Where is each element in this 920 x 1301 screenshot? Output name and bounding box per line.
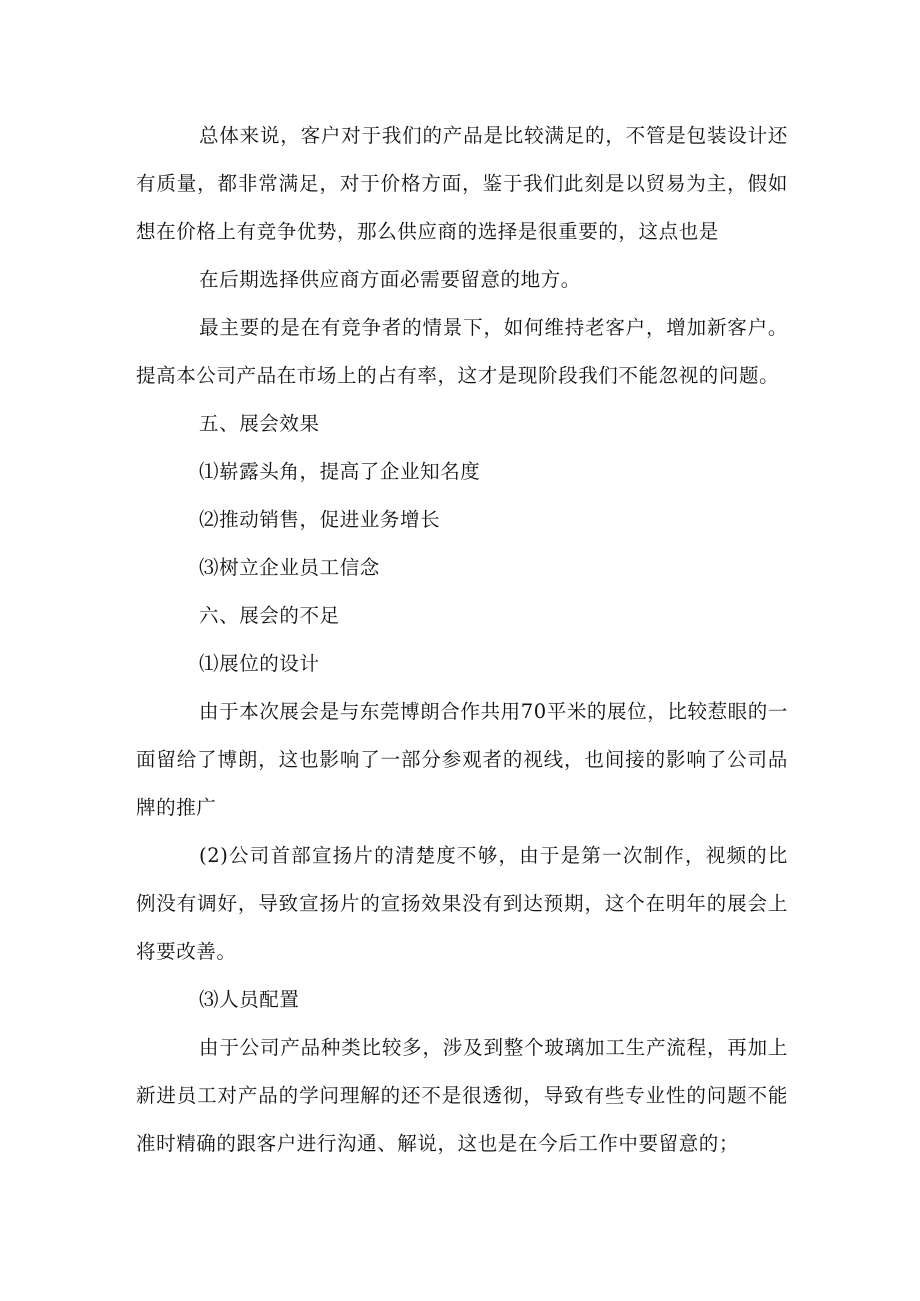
list-item-staffing: ⑶人员配置 — [199, 988, 300, 1011]
list-item-result-1: ⑴崭露头角，提高了企业知名度 — [199, 460, 481, 483]
paragraph-customer-satisfaction: 总体来说，客户对于我们的产品是比较满足的，不管是包装设计还有质量，都非常满足，对于价格方面，鉴于我们此刻是以贸易为主，假如想在价格上有竞争优势，那么供应商的选择是很重要的，这点也是 — [136, 124, 788, 243]
paragraph-staffing-detail: 由于公司产品种类比较多，涉及到整个玻璃加工生产流程，再加上新进员工对产品的学问理解的还不是很透彻，导致有些专业性的问题不能准时精确的跟客户进行沟通、解说，这也是在今后工作中要留意的； — [136, 1036, 788, 1155]
paragraph-booth-detail: 由于本次展会是与东莞博朗合作共用70平米的展位，比较惹眼的一面留给了博朗，这也影响了一部分参观者的视线，也间接的影响了公司品牌的推广 — [136, 700, 788, 819]
list-item-booth-design: ⑴展位的设计 — [199, 652, 320, 675]
list-item-result-2: ⑵推动销售，促进业务增长 — [199, 508, 441, 531]
paragraph-supplier-note: 在后期选择供应商方面必需要留意的地方。 — [199, 268, 581, 291]
list-item-result-3: ⑶树立企业员工信念 — [199, 556, 380, 579]
paragraph-competition: 最主要的是在有竞争者的情景下，如何维持老客户，增加新客户。提高本公司产品在市场上的占有率，这才是现阶段我们不能忽视的问题。 — [136, 316, 788, 387]
document-page — [136, 112, 788, 1168]
heading-exhibition-results: 五、展会效果 — [199, 412, 320, 435]
paragraph-promo-video: (2)公司首部宣扬片的清楚度不够，由于是第一次制作，视频的比例没有调好，导致宣扬片的宣扬效果没有到达预期，这个在明年的展会上将要改善。 — [136, 844, 788, 963]
heading-exhibition-shortcomings: 六、展会的不足 — [199, 604, 340, 627]
